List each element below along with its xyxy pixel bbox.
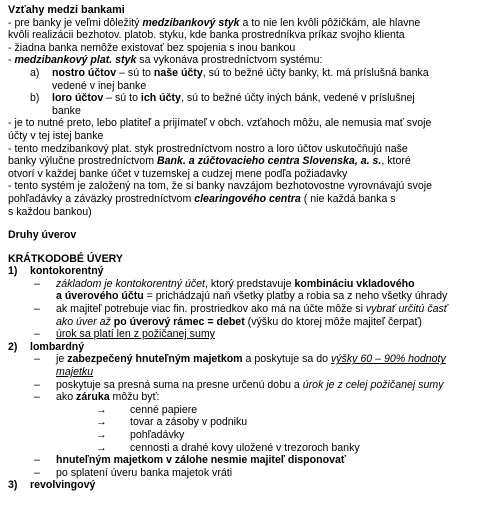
dash-marker: –	[34, 378, 40, 391]
numbered-item-3	[8, 479, 472, 492]
dash-marker: –	[34, 277, 40, 290]
text-line: - je to nutné preto, lebo platiteľ a prijímateľ v obch. vzťahoch môžu, ale nemusia mať svoje	[8, 117, 432, 130]
bullet-item: – úrok sa platí len z požičanej sumy	[34, 328, 215, 341]
text-line: s každou bankou)	[8, 205, 92, 218]
text-line: pohľadávky a záväzky prostredníctvom clearingového centra ( nie každá banka s	[8, 192, 396, 205]
item-number: 2)	[8, 340, 18, 353]
item-label: lombardný	[30, 340, 85, 353]
item-label: revolvingový	[30, 479, 96, 492]
dash-marker: –	[34, 303, 40, 316]
arrow-right-icon: →	[96, 441, 107, 454]
dash-marker: –	[34, 353, 40, 366]
bullet-item: – je zabezpečený hnuteľným majetkom a poskytuje sa do výšky 60 – 90% hodnoty majetku	[34, 353, 446, 379]
bullet-item: – po splatení úveru banka majetok vráti	[34, 466, 233, 479]
text-line: - medzibankový plat. styk sa vykonáva prostredníctvom systému:	[8, 54, 323, 67]
dash-marker: –	[34, 454, 40, 467]
collateral-item: → tovar a zásoby v podniku	[96, 416, 248, 429]
bullet-item: – základom je kontokorentný účet, ktorý predstavuje kombináciu vkladového a úverového účtu = prichádzajú naň všetky platby a robia sa z neho všetky úhrady	[34, 277, 448, 303]
text-line: - tento medzibankový plat. styk prostredníctvom nostro a loro účtov uskutočňujú naše	[8, 142, 408, 155]
sublist-label: b)	[30, 92, 40, 105]
arrow-right-icon: →	[96, 416, 107, 429]
item-number: 1)	[8, 265, 18, 278]
category-heading: KRÁTKODOBÉ ÚVERY	[8, 252, 123, 265]
item-number: 3)	[8, 479, 18, 492]
text-line: účty v tej istej banke	[8, 129, 104, 142]
collateral-item: → pohľadávky	[96, 429, 185, 441]
sublist-item-a: a) nostro účtov – sú to naše účty, sú to bežné účty banky, kt. má príslušná banka vedené v inej banke	[8, 67, 472, 92]
text-line: - tento systém je založený na tom, že si banky navzájom bezhotovostne vyrovnávajú svoje	[8, 180, 432, 193]
section-title: Druhy úverov	[8, 229, 77, 242]
collateral-item: → cenné papiere	[96, 403, 198, 416]
arrow-right-icon: →	[96, 403, 107, 416]
dash-marker: –	[34, 328, 40, 341]
item-label: kontokorentný	[30, 265, 104, 278]
collateral-item: → cennosti a drahé kovy uložené v trezoroch banky	[96, 441, 360, 454]
sublist-label: a)	[30, 66, 40, 79]
arrow-right-icon: →	[96, 429, 107, 441]
dash-marker: –	[34, 466, 40, 479]
dash-marker: –	[34, 391, 40, 404]
numbered-item-1	[8, 265, 472, 278]
bullet-item: – hnuteľným majetkom v zálohe nesmie majiteľ disponovať	[34, 454, 346, 467]
bullet-item: – ak majiteľ potrebuje viac fin. prostriedkov ako má na účte môže si vybrať určitú časť ako úver až po úverový rámec = debet (výšku do ktorej môže majiteľ čerpať)	[34, 303, 448, 328]
text-line: - žiadna banka nemôže existovať bez spojenia s inou bankou	[8, 41, 296, 54]
doc-title: Vzťahy medzi bankami	[8, 4, 125, 16]
text-line: - pre banky je veľmi dôležitý medzibankový styk a to nie len kvôli pôžičkám, ale hlavne	[8, 16, 421, 29]
text-line: banky výlučne prostredníctvom Bank. a zúčtovacieho centra Slovenska, a. s., ktoré	[8, 155, 411, 168]
bullet-item: – poskytuje sa presná suma na presne určenú dobu a úrok je z celej požičanej sumy	[34, 378, 444, 391]
numbered-item-2	[8, 341, 472, 354]
bullet-item: – ako záruka môžu byť:	[34, 391, 160, 404]
text-line: kvôli realizácii bezhotov. platob. styku, kde banka prostredníkva príkaz svojho klienta	[8, 29, 405, 42]
text-line: otvorí v každej banke účet v tuzemskej a cudzej mene podľa požiadavky	[8, 167, 348, 180]
sublist-item-b: b) loro účtov – sú to ich účty, sú to bežné účty iných bánk, vedené v príslušnej banke	[8, 92, 472, 117]
